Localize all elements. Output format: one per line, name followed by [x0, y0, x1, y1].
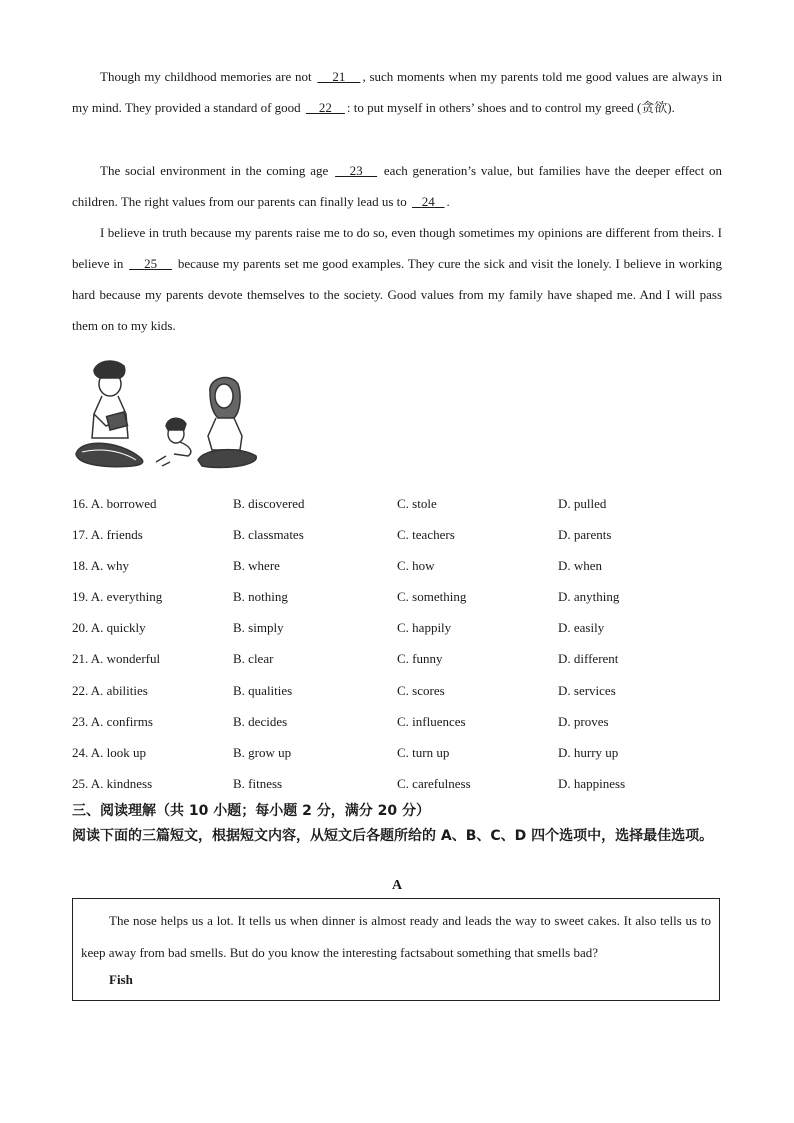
- option-b[interactable]: B. qualities: [233, 682, 293, 698]
- blank-21: 21: [332, 69, 346, 84]
- option-b[interactable]: B. grow up: [233, 744, 292, 760]
- option-a[interactable]: 21. A. wonderful: [72, 651, 161, 667]
- option-c[interactable]: C. influences: [397, 713, 466, 729]
- p1-text-2: , such moments when my parents told me good values are always in my mind. They provided a standard of good: [72, 69, 723, 115]
- option-row: [72, 519, 732, 550]
- blank-24: 24: [421, 194, 435, 209]
- child-figure: [156, 418, 191, 466]
- blank-22: 22: [318, 100, 332, 115]
- p3-text-2: because my parents set me good examples. They cure the sick and visit the lonely. I believe in working hard because my parents devote themselves to the society. Good values from my family have shaped me. And I will pass them on to my kids.: [72, 256, 723, 333]
- option-d[interactable]: D. proves: [558, 713, 609, 729]
- blank-25: 25: [144, 256, 158, 271]
- option-row: [72, 581, 732, 612]
- passage-a-subheading: Fish: [109, 972, 133, 987]
- p2-text-1: The social environment in the coming age: [100, 163, 334, 178]
- option-a[interactable]: 25. A. kindness: [72, 775, 153, 791]
- option-a[interactable]: 22. A. abilities: [72, 682, 148, 698]
- option-b[interactable]: B. simply: [233, 620, 284, 636]
- section-title: 三、阅读理解（共 10 小题；每小题 2 分，满分 20 分）: [72, 803, 430, 819]
- option-a[interactable]: 18. A. why: [72, 558, 130, 574]
- option-b[interactable]: B. clear: [233, 651, 274, 667]
- option-a[interactable]: 19. A. everything: [72, 589, 163, 605]
- passage-a-box: [72, 898, 720, 1001]
- option-a[interactable]: 20. A. quickly: [72, 620, 146, 636]
- option-b[interactable]: B. fitness: [233, 775, 283, 791]
- p1-text-1: Though my childhood memories are not: [100, 69, 316, 84]
- option-d[interactable]: D. pulled: [558, 496, 607, 511]
- option-b[interactable]: B. decides: [233, 713, 288, 729]
- option-row: [72, 643, 732, 674]
- option-c[interactable]: C. scores: [397, 682, 445, 698]
- cloze-paragraph-2: [72, 155, 722, 217]
- option-a[interactable]: 23. A. confirms: [72, 713, 153, 729]
- mother-figure: [198, 378, 256, 468]
- option-b[interactable]: B. classmates: [233, 527, 304, 543]
- option-c[interactable]: C. turn up: [397, 744, 450, 760]
- option-d[interactable]: D. parents: [558, 527, 612, 543]
- option-row: [72, 612, 732, 643]
- option-row: [72, 675, 732, 706]
- option-c[interactable]: C. stole: [397, 496, 437, 511]
- option-d[interactable]: D. when: [558, 558, 603, 574]
- option-c[interactable]: C. happily: [397, 620, 452, 636]
- p1-text-3: : to put myself in others’ shoes and to control my greed (贪欲).: [346, 100, 675, 115]
- option-row: [72, 706, 732, 737]
- option-d[interactable]: D. hurry up: [558, 744, 619, 760]
- father-figure: [76, 361, 143, 467]
- option-c[interactable]: C. funny: [397, 651, 443, 667]
- option-a[interactable]: 17. A. friends: [72, 527, 143, 543]
- option-row: [72, 488, 732, 519]
- option-c[interactable]: C. teachers: [397, 527, 455, 543]
- option-d[interactable]: D. anything: [558, 589, 620, 605]
- option-b[interactable]: B. nothing: [233, 589, 288, 605]
- passage-a-text: The nose helps us a lot. It tells us when dinner is almost ready and leads the way to sweet cakes. It also tells us to keep away from bad smells. But do you know the interesting factsabout something that smells bad?: [81, 913, 711, 960]
- passage-label: A: [391, 878, 403, 893]
- cloze-paragraph-3: [72, 217, 722, 341]
- p3-text-1: I believe in truth because my parents raise me to do so, even though sometimes my opinions are different from theirs. I believe in: [72, 225, 722, 271]
- cloze-paragraph-1: [72, 61, 722, 123]
- option-d[interactable]: D. different: [558, 651, 619, 667]
- section-instruction: 阅读下面的三篇短文，根据短文内容，从短文后各题所给的 A、B、C、D 四个选项中，选择最佳选项。: [72, 828, 714, 844]
- cloze-options: [72, 488, 732, 799]
- option-row: [72, 737, 732, 768]
- blank-23: 23: [349, 163, 363, 178]
- option-b[interactable]: B. discovered: [233, 496, 305, 511]
- option-c[interactable]: C. how: [397, 558, 435, 574]
- option-c[interactable]: C. carefulness: [397, 775, 471, 791]
- p2-text-3: .: [446, 194, 450, 209]
- option-row: [72, 768, 732, 799]
- option-row: [72, 550, 732, 581]
- option-d[interactable]: D. services: [558, 682, 616, 698]
- option-a[interactable]: 16. A. borrowed: [72, 496, 157, 511]
- option-c[interactable]: C. something: [397, 589, 467, 605]
- option-d[interactable]: D. happiness: [558, 775, 626, 791]
- option-b[interactable]: B. where: [233, 558, 280, 574]
- family-illustration: [70, 356, 262, 474]
- option-a[interactable]: 24. A. look up: [72, 744, 147, 760]
- option-d[interactable]: D. easily: [558, 620, 605, 636]
- p2-text-2: each generation’s value, but families have the deeper effect on children. The right values from our parents can finally lead us to: [72, 163, 723, 209]
